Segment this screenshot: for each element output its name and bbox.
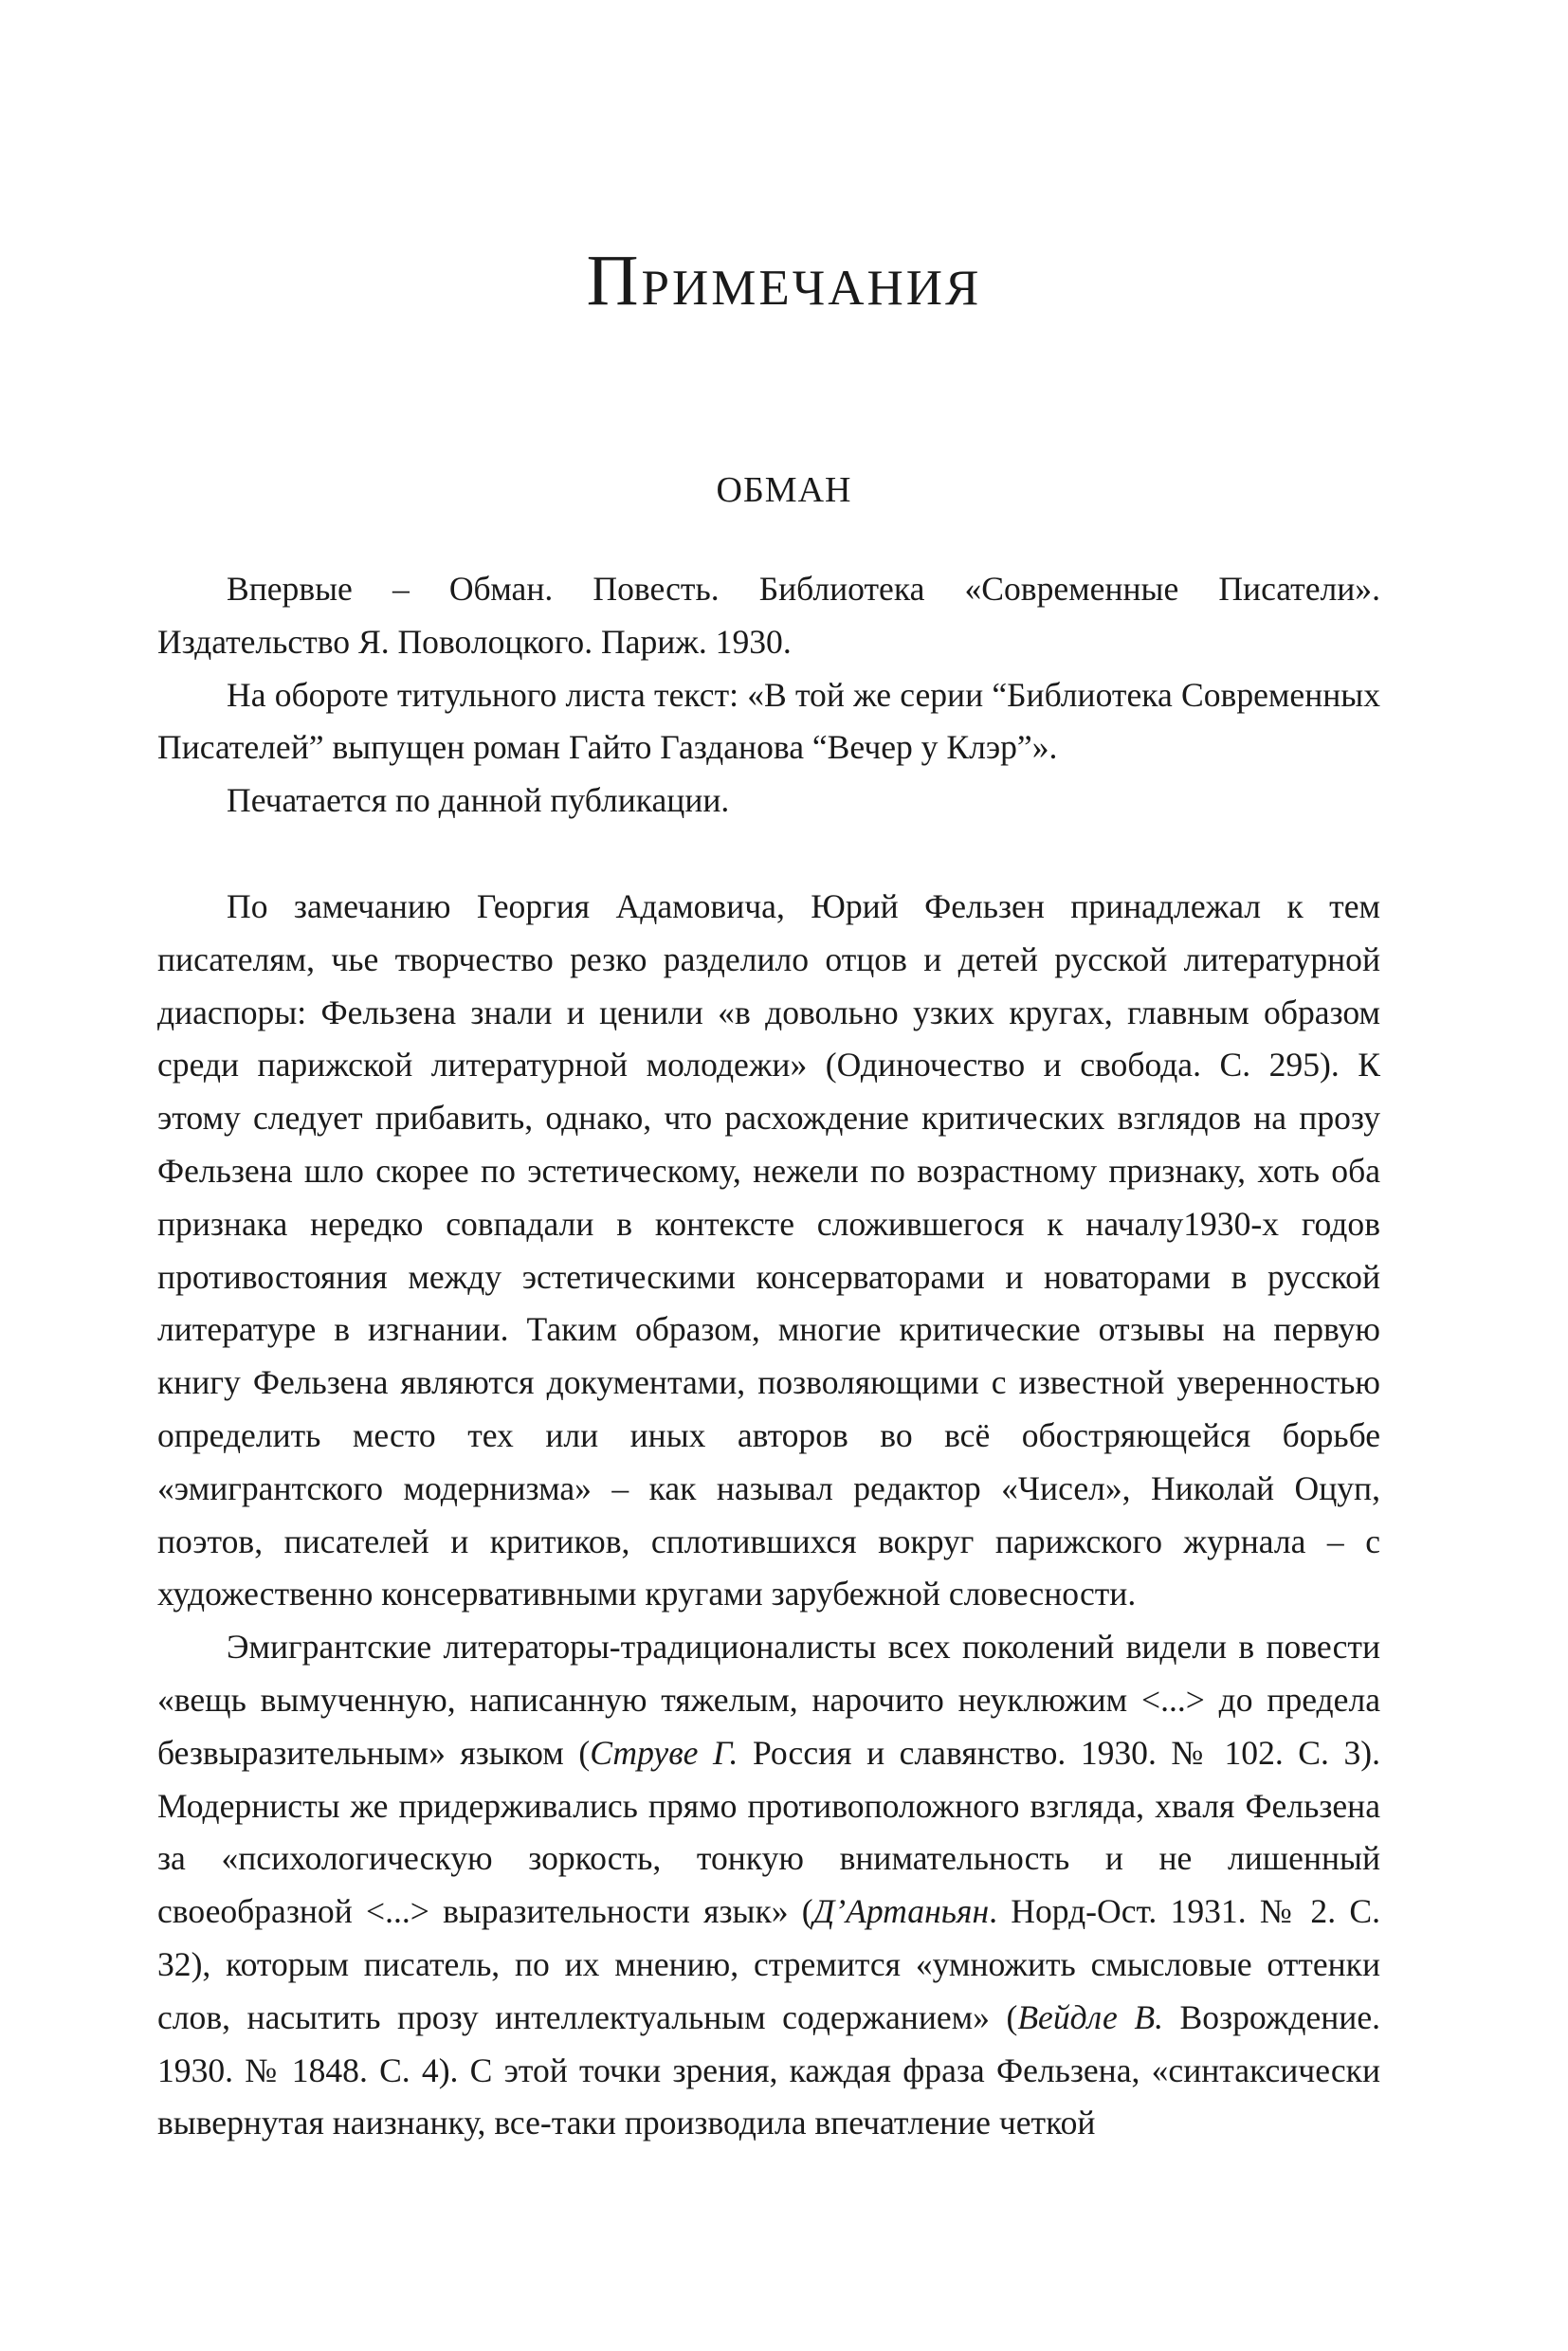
paragraph-title-page-note: На обороте титульного листа текст: «В той же серии “Библиотека Современных Писателей” выпущен роман Гайто Газданова “Вечер у Клэр”». — [157, 675, 1380, 767]
page-title: Примечания — [586, 241, 982, 320]
paragraph-first-publication: Впервые – Обман. Повесть. Библиотека «Современные Писатели». Издательство Я. Поволоцкого. Париж. 1930. — [157, 570, 1380, 661]
author-name-struve: Струве Г. — [590, 1733, 738, 1772]
section-heading: ОБМАН — [716, 470, 852, 510]
paragraph-source-note: Печатается по данной публикации. — [227, 781, 730, 820]
author-name-dartanyan: Д’Артаньян — [812, 1892, 990, 1931]
paragraph-critics: Эмигрантские литераторы-традиционалисты всех поколений видели в повести «вещь вымученную, написанную тяжелым, нарочито неуклюжим <...> до предела безвыразительным» языком (Струве Г. Россия и славянство. 1930. № 102. С. 3). Модернисты же придерживались прямо противоположного взгляда, хваля Фельзена за «психологическую зоркость, тонкую внимательность и не лишенный своеобразной <...> выразительности язык» (Д’Артаньян. Норд-Ост. 1931. № 2. С. 32), которым писатель, по их мнению, стремится «умножить смысловые оттенки слов, насытить прозу интеллектуальным содержанием» (Вейдле В. Возрождение. 1930. № 1848. С. 4). С этой точки зрения, каждая фраза Фельзена, «синтаксически вывернутая наизнанку, все-таки производила впечатление четкой — [157, 1628, 1381, 2142]
body-text — [157, 563, 1380, 2150]
author-name-veidle: Вейдле В. — [1017, 1997, 1163, 2036]
paragraph-adamovich: По замечанию Георгия Адамовича, Юрий Фельзен принадлежал к тем писателям, чье творчество резко разделило отцов и детей русской литературной диаспоры: Фельзена знали и ценили «в довольно узких кругах, главным образом среди парижской литературной молодежи» (Одиночество и свобода. С. 295). К этому следует прибавить, однако, что расхождение критических взглядов на прозу Фельзена шло скорее по эстетическому, нежели по возрастному признаку, хоть оба признака нередко совпадали в контексте сложившегося к началу1930-х годов противостояния между эстетическими консерваторами и новаторами в русской литературе в изгнании. Таким образом, многие критические отзывы на первую книгу Фельзена являются документами, позволяющими с известной уверенностью определить место тех или иных авторов во всё обостряющейся борьбе «эмигрантского модернизма» – как называл редактор «Чисел», Николай Оцуп, поэтов, писателей и критиков, сплотившихся вокруг парижского журнала – с художественно консервативными кругами зарубежной словесности. — [157, 886, 1380, 1613]
